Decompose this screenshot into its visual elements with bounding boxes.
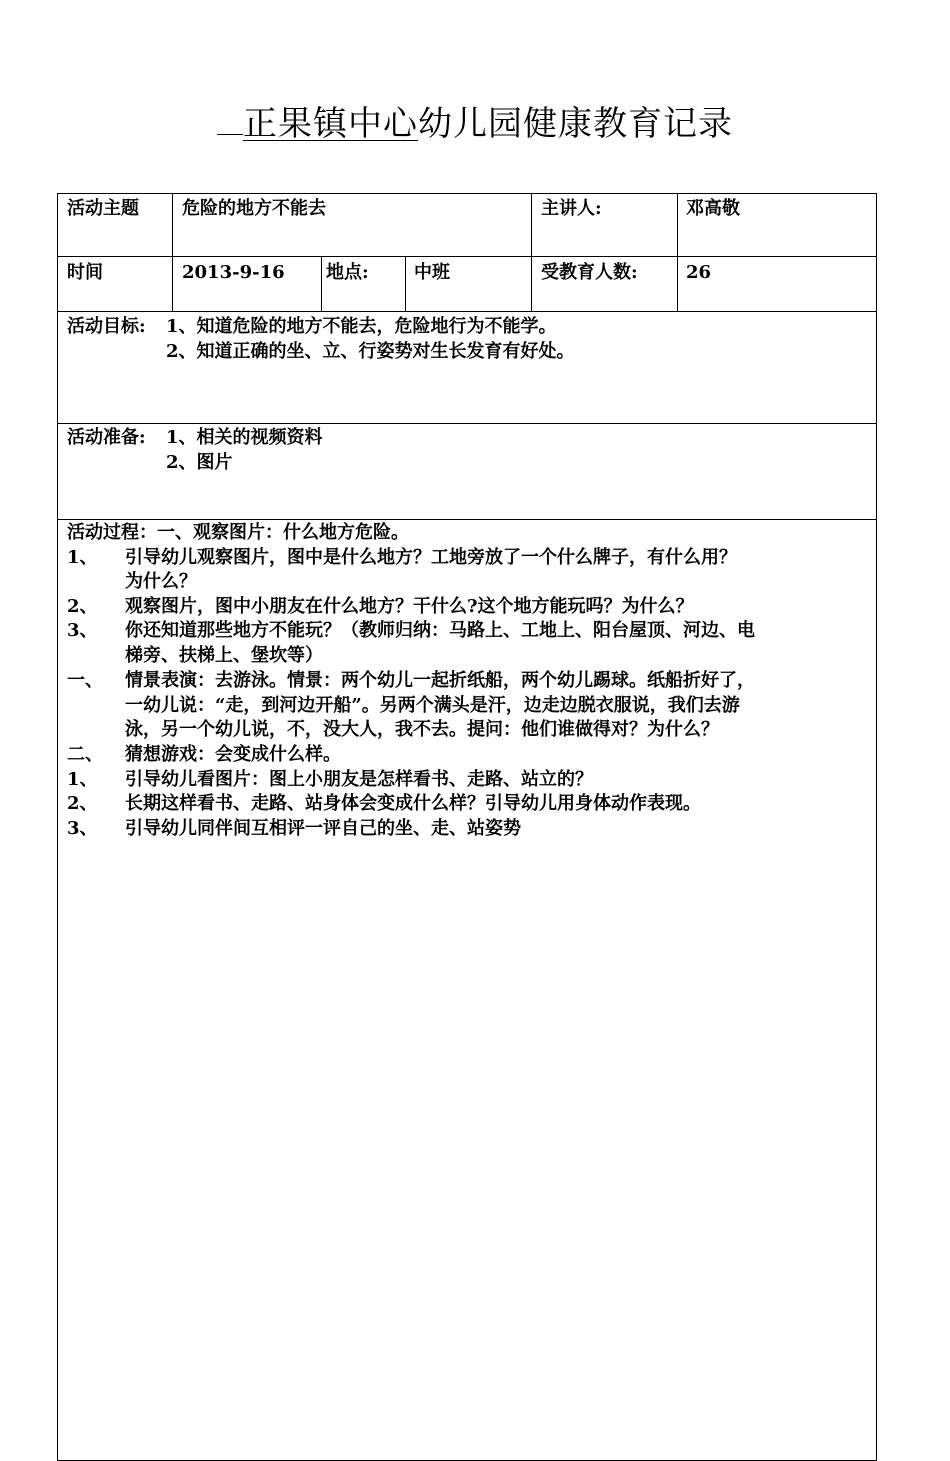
process-line-num: 3、 — [67, 818, 98, 839]
process-line-num: 2、 — [67, 793, 98, 814]
prep-label: 活动准备: — [67, 427, 146, 448]
speaker-label: 主讲人: — [541, 198, 602, 219]
speaker-value: 邓高敬 — [686, 198, 740, 219]
process-line-text: 引导幼儿观察图片，图中是什么地方？工地旁放了一个什么牌子，有什么用？ — [125, 547, 737, 568]
prep-item: 1、相关的视频资料 — [166, 427, 323, 448]
place-value: 中班 — [414, 262, 450, 283]
goals-item: 2、知道正确的坐、立、行姿势对生长发育有好处。 — [166, 341, 575, 362]
col-divider — [405, 256, 406, 311]
process-line-text: 长期这样看书、走路、站身体会变成什么样？引导幼儿用身体动作表现。 — [125, 793, 701, 814]
process-line-text: 引导幼儿看图片：图上小朋友是怎样看书、走路、站立的？ — [125, 769, 593, 790]
place-label: 地点: — [326, 262, 369, 283]
theme-value: 危险的地方不能去 — [182, 198, 326, 219]
col-divider — [321, 256, 322, 311]
process-line-num: 二、 — [67, 744, 103, 765]
record-table — [57, 193, 877, 1461]
prep-item: 2、图片 — [166, 452, 233, 473]
col-divider — [677, 194, 678, 311]
row-divider — [58, 311, 876, 312]
title-rest: 幼儿园健康教育记录 — [418, 104, 733, 144]
process-line-num: 1、 — [67, 547, 98, 568]
goals-item: 1、知道危险的地方不能去，危险地行为不能学。 — [166, 316, 557, 337]
title-underline-pad — [217, 133, 243, 135]
process-line-text: 你还知道那些地方不能玩？（教师归纳：马路上、工地上、阳台屋顶、河边、电 — [125, 620, 755, 641]
time-label: 时间 — [67, 262, 103, 283]
row-divider — [58, 256, 876, 257]
process-line-text: 观察图片，图中小朋友在什么地方？干什么?这个地方能玩吗？为什么？ — [125, 596, 694, 617]
process-line-text: 情景表演：去游泳。情景：两个幼儿一起折纸船，两个幼儿踢球。纸船折好了， — [125, 670, 755, 691]
title-underlined: 正果镇中心 — [243, 104, 418, 144]
count-value: 26 — [686, 262, 712, 283]
goals-label: 活动目标: — [67, 316, 146, 337]
process-line-num: 3、 — [67, 620, 98, 641]
process-line-text: 一幼儿说：“走，到河边开船”。另两个满头是汗，边走边脱衣服说，我们去游 — [125, 695, 740, 716]
col-divider — [531, 194, 532, 311]
theme-label: 活动主题 — [67, 198, 139, 219]
count-label: 受教育人数: — [541, 262, 638, 283]
col-divider — [172, 194, 173, 311]
process-line-num: 1、 — [67, 769, 98, 790]
row-divider — [58, 423, 876, 424]
process-line-text: 猜想游戏：会变成什么样。 — [125, 744, 341, 765]
time-value: 2013-9-16 — [182, 262, 285, 283]
process-line-text: 泳，另一个幼儿说，不，没大人，我不去。提问：他们谁做得对？为什么？ — [125, 719, 719, 740]
process-line-num: 一、 — [67, 670, 103, 691]
row-divider — [58, 519, 876, 520]
page-title — [0, 96, 950, 145]
process-line-text: 为什么？ — [125, 571, 197, 592]
process-line-text: 引导幼儿同伴间互相评一评自己的坐、走、站姿势 — [125, 818, 521, 839]
process-line-text: 梯旁、扶梯上、堡坎等） — [125, 645, 323, 666]
process-heading: 活动过程：一、观察图片：什么地方危险。 — [67, 522, 409, 543]
process-line-num: 2、 — [67, 596, 98, 617]
